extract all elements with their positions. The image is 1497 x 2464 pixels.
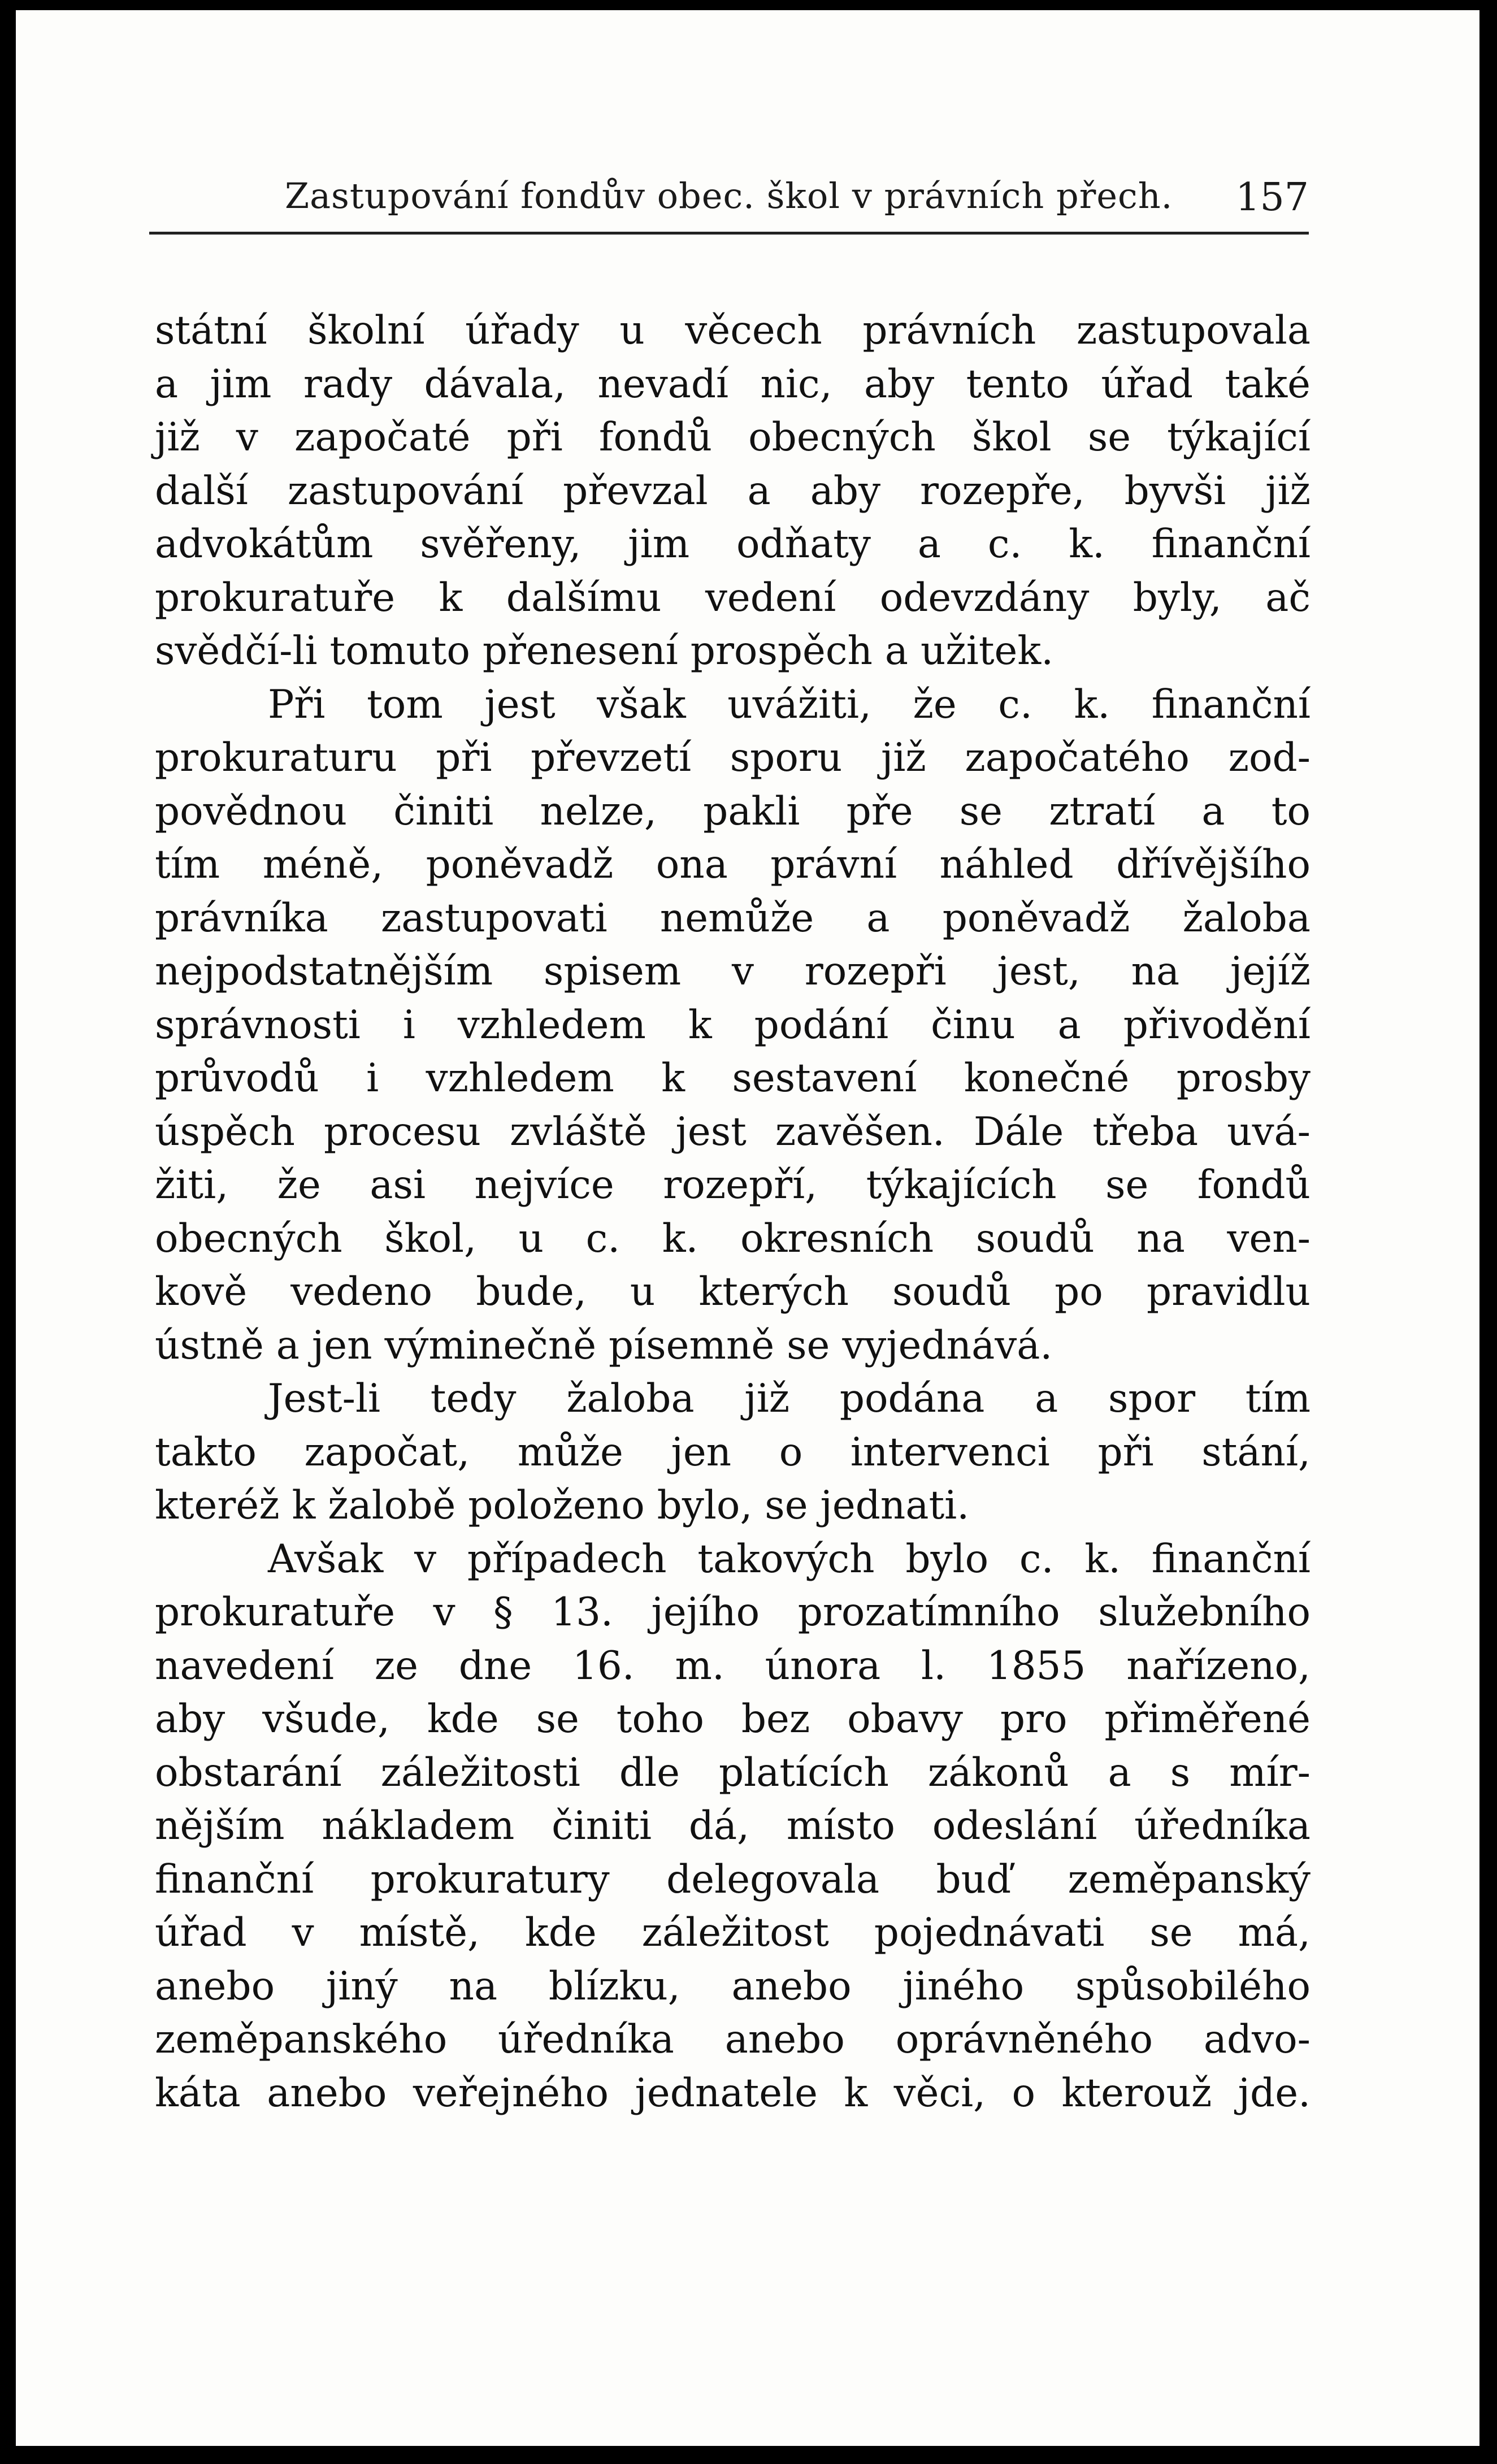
text-line: takto započat, může jen o intervenci při stání,: [155, 1429, 1311, 1475]
text-line: obstarání záležitosti dle platících zákonů a s mír-: [155, 1750, 1311, 1795]
text-line: advokátům svěřeny, jim odňaty a c. k. finanční: [155, 522, 1311, 567]
book-page: [16, 10, 1479, 2446]
text-line: správnosti i vzhledem k podání činu a přivodění: [155, 1002, 1311, 1048]
text-line: další zastupování převzal a aby rozepře, byvši již: [155, 468, 1311, 514]
text-line: právníka zastupovati nemůže a poněvadž žaloba: [155, 895, 1311, 941]
text-line: žiti, že asi nejvíce rozepří, týkajících se fondů: [155, 1162, 1311, 1208]
text-line: finanční prokuratury delegovala buď zeměpanský: [155, 1856, 1311, 1902]
text-line: aby všude, kde se toho bez obavy pro přiměřené: [155, 1697, 1311, 1742]
text-line: zeměpanského úředníka anebo oprávněného advo-: [155, 2017, 1311, 2062]
text-line: nějším nákladem činiti dá, místo odeslání úředníka: [155, 1803, 1311, 1849]
text-line: státní školní úřady u věcech právních zastupovala: [155, 308, 1311, 353]
text-line: Při tom jest však uvážiti, že c. k. finanční: [268, 682, 1311, 727]
text-line: navedení ze dne 16. m. února l. 1855 nařízeno,: [155, 1643, 1311, 1689]
text-line: tím méně, poněvadž ona právní náhled dřívějšího: [155, 842, 1311, 887]
text-line: povědnou činiti nelze, pakli pře se ztratí a to: [155, 788, 1311, 834]
text-line: anebo jiný na blízku, anebo jiného spůsobilého: [155, 1963, 1311, 2009]
text-line: ústně a jen výminečně písemně se vyjednává.: [155, 1322, 1053, 1368]
text-line: průvodů i vzhledem k sestavení konečné prosby: [155, 1056, 1311, 1101]
text-line: Avšak v případech takových bylo c. k. finanční: [268, 1536, 1311, 1582]
body-text: [155, 304, 1311, 2120]
text-line: prokuratuře k dalšímu vedení odevzdány byly, ač: [155, 575, 1311, 621]
text-line: úspěch procesu zvláště jest zavěšen. Dále třeba uvá-: [155, 1109, 1311, 1155]
text-line: obecných škol, u c. k. okresních soudů na ven-: [155, 1216, 1311, 1261]
text-line: prokuratuře v § 13. jejího prozatímního služebního: [155, 1590, 1311, 1635]
page-header: [149, 175, 1309, 237]
page-number: 157: [1235, 175, 1309, 220]
text-line: kově vedeno bude, u kterých soudů po pravidlu: [155, 1269, 1311, 1315]
text-line: úřad v místě, kde záležitost pojednávati se má,: [155, 1910, 1311, 1955]
header-rule: [149, 232, 1309, 235]
text-line: Jest-li tedy žaloba již podána a spor tím: [268, 1376, 1311, 1421]
text-line: a jim rady dávala, nevadí nic, aby tento úřad také: [155, 361, 1311, 407]
running-title: Zastupování fondův obec. škol v právních přech.: [285, 175, 1173, 216]
text-line: nejpodstatnějším spisem v rozepři jest, na jejíž: [155, 949, 1311, 994]
text-line: kteréž k žalobě položeno bylo, se jednati.: [155, 1483, 970, 1528]
text-line: již v započaté při fondů obecných škol se týkající: [155, 415, 1311, 460]
text-line: prokuraturu při převzetí sporu již započatého zod-: [155, 735, 1311, 780]
text-line: káta anebo veřejného jednatele k věci, o kterouž jde.: [155, 2070, 1311, 2116]
text-line: svědčí-li tomuto přenesení prospěch a užitek.: [155, 628, 1054, 674]
